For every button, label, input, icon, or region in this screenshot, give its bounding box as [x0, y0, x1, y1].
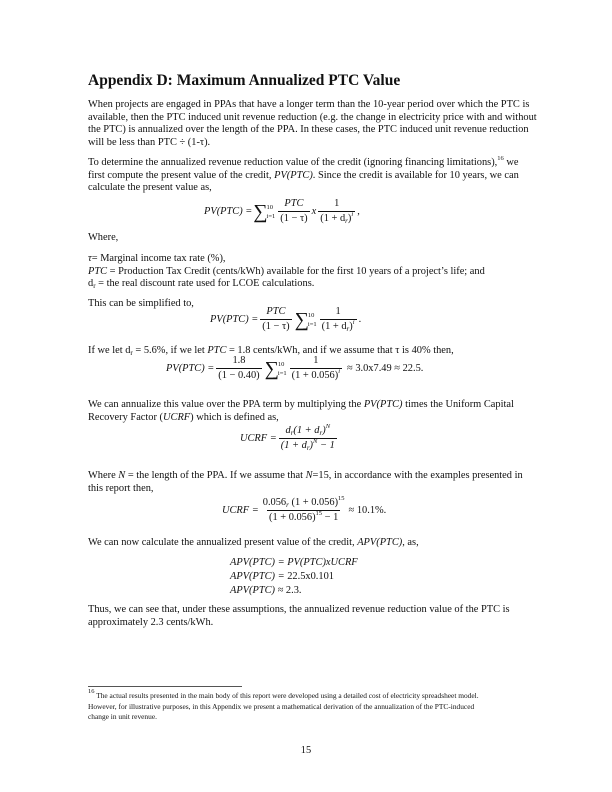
t: If we let d [88, 345, 131, 356]
t: 15 [338, 495, 345, 502]
t: ) [349, 321, 353, 332]
where-label: Where, [88, 232, 119, 243]
t: r [93, 282, 96, 290]
sum-upper: 10 [307, 311, 315, 319]
numerator: 1.8 [232, 355, 246, 366]
denominator: (1 − τ) [262, 321, 290, 332]
text-line [88, 412, 279, 425]
text-line: will be less than PTC ÷ (1-τ). [88, 136, 211, 148]
t: APV(PTC) ≈ [230, 585, 286, 596]
numerator: 1 [313, 355, 319, 366]
text-line: the PTC) is annualized over the length of the PPA. In these cases, the PTC induced unit revenue reduction [88, 124, 529, 135]
page-number: 15 [300, 745, 312, 756]
t: (1 + 0.056) [291, 370, 339, 381]
fraction [320, 306, 357, 333]
t: d [88, 278, 94, 289]
t: , as, [402, 537, 419, 548]
text: PV(PTC) [274, 169, 313, 181]
t: = 1.8 cents/kWh, and if we assume that τ is 40% then, [226, 345, 454, 356]
t: = Marginal income tax rate (%), [91, 253, 226, 264]
t: PV(PTC)xUCRF [287, 557, 358, 568]
fraction [261, 497, 347, 524]
t: r [130, 349, 133, 357]
definition-tau [88, 253, 226, 266]
t: d [285, 425, 291, 436]
text: . Since the credit is available for 10 years, we can [312, 169, 519, 181]
denominator [267, 510, 340, 524]
t: 22.5x0.101 [287, 571, 334, 582]
equation-pv-simplified [210, 306, 361, 333]
footnote-line: change in unit revenue. [88, 712, 157, 721]
t: APV(PTC) = [230, 557, 288, 568]
text-line [88, 470, 523, 483]
t: APV(PTC) = [230, 571, 288, 582]
footnote-number: 16 [88, 688, 95, 695]
t: (1 + d [280, 440, 307, 451]
t: − 1 [317, 440, 335, 451]
t: ) [322, 425, 326, 436]
text-line [88, 399, 514, 412]
t: i [351, 211, 354, 218]
t: = 5.6%, if we let [132, 345, 208, 356]
sum-upper: 10 [266, 203, 274, 211]
t: − 1 [322, 512, 339, 523]
footnote-divider [88, 686, 242, 687]
t: 2.3. [285, 585, 302, 596]
t: We can now calculate the annualized present value of the credit, [88, 537, 358, 548]
fraction [278, 198, 309, 225]
sigma-icon: ∑ 10 i=1 [264, 357, 287, 380]
definition-dr [88, 278, 314, 291]
t: N [305, 470, 313, 481]
sum-lower: i=1 [277, 369, 287, 377]
t: N [313, 438, 318, 445]
fraction [279, 425, 337, 452]
t: APV(PTC) [357, 537, 403, 548]
t: PV(PTC) [363, 399, 403, 410]
times: x [311, 206, 317, 217]
text-line: When projects are engaged in PPAs that have a longer term than the 10-year period over which the PTC is [88, 99, 530, 110]
text-line [88, 170, 519, 183]
t: We can annualize this value over the PPA term by multiplying the [88, 399, 364, 410]
t: UCRF [163, 411, 191, 423]
numerator: 1 [334, 198, 340, 209]
sum-upper: 10 [277, 360, 285, 368]
t: Recovery Factor ( [88, 411, 164, 423]
text: we [503, 157, 519, 168]
t: (1 + 0.056) [291, 497, 339, 508]
eq-lhs: PV(PTC) = [166, 363, 215, 374]
numerator: PTC [284, 198, 304, 209]
t: r [319, 429, 323, 437]
definition-ptc [88, 266, 485, 279]
sum-lower: i=1 [307, 320, 317, 328]
t: =15, in accordance with the examples presented in [312, 470, 523, 481]
apv-equation-line [230, 585, 302, 597]
equation-ucrf-definition [240, 425, 339, 452]
text-line [88, 157, 519, 170]
t: N [118, 470, 126, 481]
t: ) which is defined as, [190, 411, 279, 423]
t: ≈ 3.0x7.49 ≈ 22.5. [347, 363, 424, 374]
footnote-ref[interactable]: 16 [497, 155, 504, 162]
t: = the real discount rate used for LCOE calculations. [95, 278, 315, 289]
t: ) [309, 440, 314, 451]
t: r [346, 325, 350, 333]
t: (1 + d [321, 321, 347, 332]
t: N [325, 423, 331, 430]
sum-lower: i=1 [266, 212, 276, 220]
denominator [279, 438, 337, 452]
footnote-line [88, 688, 479, 702]
eq-lhs: PV(PTC) = [210, 314, 259, 325]
t: . [358, 314, 362, 325]
t: r [306, 444, 310, 452]
apv-equation-line [230, 557, 358, 569]
page-title: Appendix D: Maximum Annualized PTC Value [88, 72, 401, 89]
text-line: approximately 2.3 cents/kWh. [88, 616, 214, 628]
eq-lhs: UCRF = [240, 433, 277, 444]
eq-lhs: UCRF = [222, 505, 259, 516]
denominator [318, 211, 355, 225]
denominator [290, 368, 342, 382]
numerator [261, 497, 347, 510]
text-line: this report then, [88, 482, 154, 494]
fraction [216, 355, 261, 382]
equation-pv-numeric [166, 355, 426, 382]
t: (1 + 0.056) [268, 512, 316, 523]
numerator [283, 425, 332, 438]
t: The actual results presented in the main body of this report were developed using a detailed cost of electricity spreadsheet model. [94, 691, 479, 700]
t: , [357, 206, 360, 217]
t: PTC [88, 265, 108, 277]
t: ≈ 10.1%. [348, 505, 387, 516]
t: r [345, 217, 348, 225]
t: i [352, 319, 355, 326]
fraction [290, 355, 342, 382]
t: τ [88, 253, 92, 264]
text-line: Thus, we can see that, under these assumptions, the annualized revenue reduction value of the PTC is [88, 604, 510, 615]
text-line [88, 537, 419, 550]
text: first compute the present value of the credit, [88, 169, 275, 181]
t: (1 + d [293, 425, 320, 436]
text-line: calculate the present value as, [88, 182, 212, 193]
sigma-icon: ∑ 10 i=1 [253, 200, 276, 223]
fraction [318, 198, 355, 225]
numerator: PTC [266, 306, 286, 317]
sigma-icon: ∑ 10 i=1 [294, 308, 317, 331]
equation-ucrf-numeric [222, 497, 386, 524]
t: 15 [315, 510, 323, 517]
t: Where [88, 470, 119, 481]
apv-equation-line [230, 571, 334, 583]
eq-lhs: PV(PTC) = [204, 206, 253, 217]
t: r [286, 501, 289, 509]
numerator: 1 [335, 306, 341, 317]
t: = the length of the PPA. If we assume that [125, 470, 306, 481]
t: = Production Tax Credit (cents/kWh) available for the first 10 years of a project’s life; and [107, 265, 485, 277]
t: times the Uniform Capital [402, 399, 514, 410]
fraction [260, 306, 291, 333]
footnote-line: However, for illustrative purposes, in this Appendix we present a mathematical derivation of the annualization of the PTC-induced [88, 701, 475, 711]
denominator: (1 − 0.40) [218, 370, 260, 381]
t: ) [347, 213, 352, 224]
denominator [320, 319, 357, 333]
text: To determine the annualized revenue reduction value of the credit (ignoring financing limitations), [88, 157, 498, 168]
t: r [290, 429, 294, 437]
t: i [338, 368, 341, 375]
denominator: (1 − τ) [280, 213, 308, 224]
t: PTC [207, 345, 227, 356]
equation-pv-sum [204, 198, 360, 225]
t: 0.056 [262, 497, 287, 508]
text-line: available, then the PTC induced unit revenue reduction (e.g. the change in electricity price with and without [88, 111, 537, 123]
text-line: This can be simplified to, [88, 298, 194, 309]
t: (1 + d [320, 213, 346, 224]
